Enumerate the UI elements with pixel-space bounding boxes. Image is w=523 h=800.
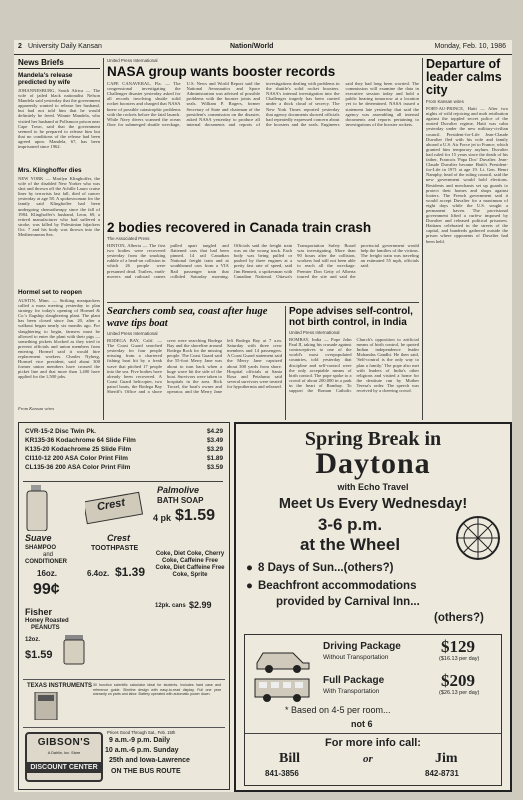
news-briefs-title: News Briefs — [18, 58, 100, 69]
gibsons-ad — [18, 422, 230, 790]
suave-size: 16oz. — [37, 569, 58, 578]
brief-text: JOHANNESBURG, South Africa — The wife of jailed black nationalist Nelson Mandela said yesterday that the government apparently wanted to release her husband, but had not told him that he would definitely be freed. Winnie Mandela, who visited her husband at Pollsmoor prison near Cape Town, said that the government seemed to be prepared to release him but that no conditions of the release had been agreed upon. Mandela, 67, has been imprisoned since 1962. — [18, 88, 100, 150]
story-pope — [289, 306, 419, 413]
story-credit: United Press International — [107, 331, 158, 336]
drive-sub: Without Transportation — [323, 654, 389, 661]
crest-name: TOOTHPASTE — [91, 545, 139, 552]
story-text: CAPE CANAVERAL, Fla. — The congressional investigating the Challenger disaster yesterday asked for all records involving shuttle solid rocket boosters and charged that NASA knew of possible catastrophic problems with the rockets before the fatal launch. While Navy divers scanned the ocean floor for submerged shuttle wreckage, U.S. News and World Report said the National Aeronautics and Space Administration was advised of possible problems with the booster joints and seals. William P. Rogers, former Secretary of State and chairman of the president's commission on the disaster, asked NASA yesterday to produce all internal documents and reports of investigations dealing with problems in the shuttle's solid rocket boosters. NASA's internal investigation into the Challenger tragedy has been carried under a thick cloud of secrecy. The New York Times reported yesterday that agency documents showed officials had repeatedly expressed concern about the boosters and the seals. Engineers said they had long been worried. The commission will examine the data in executive session today and hold a public hearing tomorrow at a location yet to be determined. NASA issued a statement late yesterday that said the agency was assembling all internal documents and reports pertaining to investigations of the booster rockets. — [107, 81, 419, 127]
contact-or: or — [363, 753, 373, 765]
story-text: HINTON, Alberta — The first two bodies were recovered yesterday from the smoking rubble of a head-on collision in which 26 people were presumed dead. Trailers, earth-movers and railroad cranes pulled apart tangled and flattened cars that had been pinned. 14 rail Canadian National freight train and at southbound cars from a VIA Rail passenger train that collided Saturday morning. Officials said the freight train was on the wrong track. Each body was being pulled or pushed by three engines at a pretty fast rate of speed, said Jim Bennett, a spokesman with Canadian National. Ottawa's Transportation Safety Board was investigating. More than 90 hours after the collision, workers had still not been able to reach all the wreckage. Premier Don Getty of Alberta toured the site and said the provincial government would help the families of the victims. The freight train was traveling an estimated 55 mph, officials said. — [107, 243, 419, 279]
page-date: Monday, Feb. 10, 1986 — [434, 43, 506, 50]
ad-time: 3-6 p.m. — [317, 515, 383, 534]
fisher-name: Fisher — [25, 607, 53, 617]
peanut-jar-icon — [63, 635, 85, 665]
ad-headline: Spring Break in — [304, 428, 442, 450]
ad-with: with Echo Travel — [337, 482, 409, 492]
ad-bullet-cont: provided by Carnival Inn... — [276, 596, 420, 608]
drive-title: Driving Package — [323, 641, 401, 652]
column-rule — [103, 58, 104, 420]
contact-name: Bill — [279, 751, 301, 766]
film-price-list — [25, 427, 223, 479]
story-text: PORT-AU-PRINCE, Haiti — After two nights of wild rejoicing and mob retribution against the toppled secret police of the ousted Duvalier regime, Haiti was calm yesterday under the new military-civilian council. President-for-Life Jean-Claude Duvalier fled with his wife and family aboard a U.S. Air Force jet to France, which granted him temporary asylum. Duvalier had ruled for 15 years since the death of his father, Francois 'Papa Doc' Duvalier. Jean-Claude Duvalier became Haiti's President-for-Life in 1971 at age 19. Lt. Gen. Henri Namphy, head of the ruling council, said the new government would hold elections. Residents and merchants set up guards to protect their homes and shops against looters. The French government said it would accept Duvalier for a maximum of eight days while the U.S. sought a permanent haven. The provisional government lifted a curfew imposed by Duvalier and released political prisoners. Haitians celebrated in the streets of the capital, and hundreds gathered outside the prison where opponents of Duvalier had been held. — [426, 106, 508, 244]
ti-offer — [23, 679, 225, 726]
page-header — [14, 40, 512, 55]
story-headline: NASA group wants booster records — [107, 64, 336, 80]
story-headline: Pope advises self-control, not birth control, in India — [289, 306, 413, 328]
coke-size: 12pk. cans — [155, 603, 186, 609]
gibsons-address: 25th and Iowa-Lawrence — [109, 757, 190, 764]
crest-price: $1.39 — [115, 565, 146, 579]
story-headline: Searchers comb sea, coast after huge wave tips boat — [107, 306, 268, 329]
ad-bullet: Beachfront accommodations — [258, 580, 417, 592]
contact-phone: 841-3856 — [265, 769, 299, 778]
packages-box — [244, 634, 502, 786]
story-credit: United Press International — [107, 58, 158, 63]
ad-divider — [23, 481, 223, 482]
ti-name: TEXAS INSTRUMENTS — [27, 683, 93, 689]
story-searchers — [107, 306, 282, 424]
ad-bullet: 8 Days of Sun...(others?) — [258, 562, 394, 574]
story-nasa — [107, 58, 419, 219]
film-item: CI110-12 200 ASA Color Print Film $1.89 — [25, 455, 223, 462]
film-item: KR135-36 Kodachrome 64 Slide Film $3.49 — [25, 437, 223, 444]
ad-place: at the Wheel — [299, 535, 401, 554]
full-title: Full Package — [323, 675, 385, 686]
gibsons-logo: GIBSON'S A Dahlin, Inc. Store DISCOUNT CENTER — [25, 732, 103, 782]
news-briefs — [18, 58, 100, 420]
ad-meet: Meet Us Every Wednesday! — [278, 496, 468, 512]
film-item: CVR-15-2 Disc Twin Pk. $4.29 — [25, 428, 223, 435]
suave-price: 99¢ — [33, 581, 60, 598]
coke-price: $2.99 — [189, 600, 212, 610]
column-rule — [285, 306, 286, 420]
more-info: For more info call: — [325, 737, 421, 749]
coke-varieties: Coke, Diet Coke, Cherry Coke, Caffeine Free Coke, Diet Caffeine Free Coke, Sprite — [155, 551, 225, 578]
drive-per-day: ($16.13 per day) — [439, 656, 480, 662]
brief-text: AUSTIN, Minn. — Striking meatpackers called a mass meeting yesterday to plan strategy for today's opening of Hormel & Co.'s flagship slaughtering plant. The plant has been closed since Jan. 20, after a walkout began nearly six months ago. For slaughtering to begin, farmers must be allowed to enter the plant with their pigs — something pickets blocked as they tried to prevent officials and union members from entering. Hormel said it would hire replacement workers. Charles Nyberg, Hormel vice president, said about 300 former union members have crossed the picket line and that more than 1,400 have applied for the 1,500 jobs. — [18, 298, 100, 380]
brief-text: NEW YORK — Marilyn Klinghoffer, the wife of the disabled New Yorker who was shot and thrown off the Achille Lauro cruise liner by terrorists last fall, died of cancer yesterday at age 58. A spokeswoman for the family said Klinghoffer had been undergoing chemotherapy since the fall of 1984. Klinghoffer's husband, Leon, 69, a retired manufacturer who had suffered a stroke, was killed by Palestinian hijackers Oct. 7 and his body was thrown into the Mediterranean Sea. — [18, 176, 100, 238]
story-text: BOMBAY, India — Pope John Paul II, taking his crusade against contraceptives to one of the world's most overpopulated countries, told yesterday that discipline and self-control were the only acceptable means of birth control. The pope spoke to a crowd of about 200,000 in a park in the heart of Bombay. To support the Roman Catholic Church's opposition to artificial means of birth control, he quoted Indian independence leader Mohandas Gandhi. He then said, 'Self-control is the only way to plan a family.' The pope also met with leaders of India's other religions and visited a home for the destitute run by Mother Teresa's order. The speech was received by a cheering crowd. — [289, 337, 419, 394]
contact-name: Jim — [435, 751, 458, 766]
section-name: Nation/World — [230, 43, 274, 50]
full-price: $209 — [441, 671, 475, 690]
page-number: 2 — [18, 43, 22, 50]
row-rule — [107, 302, 419, 303]
suave-line: and — [43, 552, 54, 558]
ad-divider — [245, 733, 501, 734]
full-sub: With Transportation — [323, 688, 380, 695]
car-icon — [253, 643, 313, 673]
story-headline: 2 bodies recovered in Canada train crash — [107, 220, 372, 235]
fisher-size: 12oz. — [25, 637, 41, 643]
briefs-source: From Kansan wires — [18, 406, 55, 411]
palmolive-offer — [151, 485, 225, 549]
paper-name: University Daily Kansan — [28, 43, 102, 50]
film-item: CL135-36 200 ASA Color Print Film $3.59 — [25, 464, 223, 471]
wheel-logo-icon — [454, 514, 502, 562]
bus-icon — [253, 673, 313, 703]
gibsons-hours: 9 a.m.-9 p.m. Daily — [109, 737, 171, 744]
not-note: not 6 — [351, 719, 373, 729]
story-departure — [426, 58, 508, 420]
suave-line: CONDITIONER — [25, 559, 67, 565]
brief-headline: Mandela's release predicted by wife — [18, 72, 73, 86]
brief-headline: Hormel set to reopen — [18, 289, 82, 296]
spring-break-ad — [234, 422, 512, 792]
film-item: K135-20 Kodachrome 25 Slide Film $3.29 — [25, 446, 223, 453]
fisher-line: PEANUTS — [31, 625, 60, 631]
suave-offer — [23, 485, 83, 605]
crest-brand: Crest — [107, 533, 131, 543]
suave-brand: Suave — [25, 533, 52, 543]
gibsons-valid: Prices Good Through Sat., Feb. 15th — [107, 730, 176, 735]
drive-price: $129 — [441, 637, 475, 656]
story-credit: From Kansan wires — [426, 99, 464, 104]
brief-headline: Mrs. Klinghoffer dies — [18, 167, 82, 174]
newspaper-page — [14, 40, 512, 792]
story-text: BODEGA BAY, Calif. — The Coast Guard searched yesterday for four people missing from a chartered fishing boat hit by a freak wave that pitched 17 people into the sea. Five bodies have already been recovered. A Coast Guard helicopter, two patrol boats, the Bodega Bay Sheriff's Office and a shore crew were searching Bodega Bay and the shoreline around Bodega Rock for the missing people. The Coast Guard said the 55-foot Merry Jane was about to turn back when a huge wave hit the side of the boat. Survivors were taken to hospitals in the area. Rick Troxel, the boat's owner and operator, and the Merry Jane left Bodega Bay at 7 a.m. Saturday with three crew members and 14 passengers. A Coast Guard statement said the Merry Jane capsized about 300 yards from shore. Hospital officials at Santa Rosa and Petaluma said several survivors were treated for hypothermia and released. — [107, 338, 282, 395]
gibsons-bus: ON THE BUS ROUTE — [111, 768, 181, 775]
ti-fine-print: 30 function scientific calculator ideal for students. Includes hard case and reference guide. Slimline design with easy-to-read display. Full one year warranty on parts and labor. Battery operated with automatic power down. — [93, 683, 221, 696]
fisher-offer — [23, 607, 87, 677]
crest-offer — [85, 485, 149, 605]
story-credit: United Press International — [289, 330, 340, 335]
story-headline: Departure of leader calms city — [426, 57, 502, 97]
based-note: * Based on 4-5 per room... — [285, 705, 391, 715]
ad-bullet-icon: ● — [246, 562, 253, 574]
fisher-price: $1.59 — [25, 649, 53, 661]
ad-destination: Daytona — [315, 447, 431, 480]
palmolive-qty: 4 pk — [153, 513, 172, 523]
calculator-icon — [33, 692, 61, 720]
palmolive-price: $1.59 — [175, 507, 216, 524]
suave-line: SHAMPOO — [25, 545, 57, 551]
suave-bottle-icon — [25, 485, 49, 531]
story-credit: The Associated Press — [107, 236, 150, 241]
contact-phone: 842-8731 — [425, 769, 459, 778]
story-train — [107, 220, 419, 303]
crest-size: 6.4oz. — [87, 569, 110, 578]
gibsons-hours: 10 a.m.-6 p.m. Sunday — [105, 747, 179, 754]
full-per-day: ($26.13 per day) — [439, 690, 480, 696]
ad-bullet-icon: ● — [246, 580, 253, 592]
fisher-line: Honey Roasted — [25, 618, 69, 624]
ad-bullet-cont: (others?) — [434, 612, 484, 624]
gibsons-store-block — [23, 727, 225, 786]
coke-offer — [153, 551, 225, 623]
palmolive-line: BATH SOAP — [157, 496, 204, 505]
crest-box-label: Crest — [96, 496, 126, 514]
palmolive-name: Palmolive — [157, 485, 200, 495]
column-rule — [422, 58, 423, 420]
